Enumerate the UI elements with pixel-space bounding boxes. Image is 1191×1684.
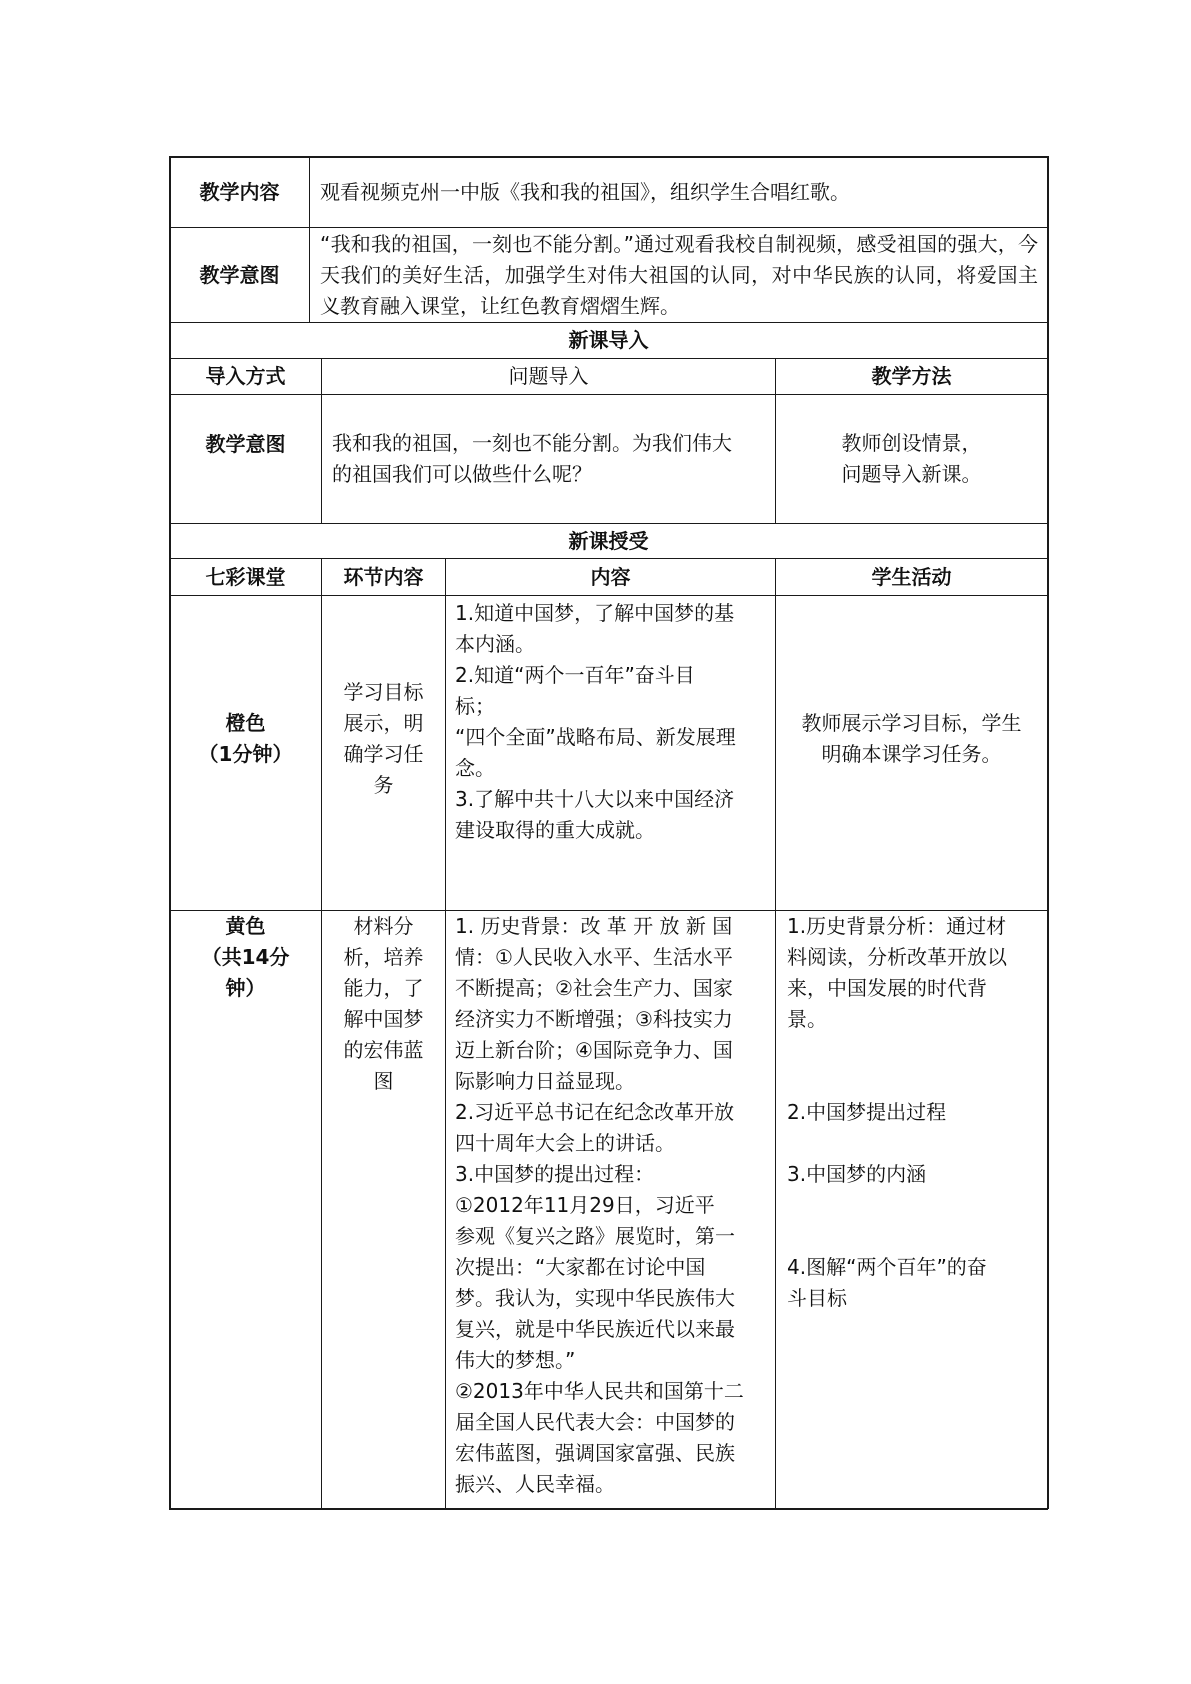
row-orange-activity-cell: [776, 596, 1047, 882]
intro-teaching-method-label: 教学方法: [871, 364, 952, 388]
intro-intent-text: 我和我的祖国，一刻也不能分割。为我们伟大 的祖国我们可以做些什么呢？: [332, 431, 732, 486]
row-yellow-content: 1. 历史背景：改 革 开 放 新 国 情：①人民收入水平、生活水平 不断提高；②社会生产力、国家 经济实力不断增强；③科技实力 迈上新台阶；④国际竞争力、国 际影响力日益显现。 2.习近平总书记在纪念改革开放 四十周年大会上的讲话。 3.中国梦的提出过程： ①2012年11月29日，习近平 参观《复兴之路》展览时，第一 次提出：“大家都在讨论中国 梦。我认为，实现中华民族伟大 复兴，就是中华民族近代以来最 伟大的梦想。” ②2013年中华人民共和国第十二 届全国人民代表大会：中国梦的 宏伟蓝图，强调国家富强、民族 振兴、人民幸福。: [455, 914, 744, 1496]
row-orange-activity: 教师展示学习目标，学生 明确本课学习任务。: [801, 711, 1022, 766]
header-colorful-class: 七彩课堂: [205, 564, 286, 589]
row-orange-content: 1.知道中国梦，了解中国梦的基 本内涵。 2.知道“两个一百年”奋斗目 标； “四个全面”战略布局、新发展理 念。 3.了解中共十八大以来中国经济 建设取得的重大成就。: [455, 601, 736, 842]
content-text: 观看视频克州一中版《我和我的祖国》，组织学生合唱红歌。: [320, 179, 850, 204]
table-row: [170, 596, 321, 882]
row-orange-segment-cell: [322, 596, 445, 882]
intro-intent-label-text: 教学意图: [205, 431, 286, 456]
intro-section-title: 新课导入: [568, 328, 649, 352]
intro-teaching-method-cell: [776, 395, 1047, 523]
lesson-section-title: 新课授受: [568, 528, 649, 553]
header-segment-content: 环节内容: [343, 564, 424, 589]
row-yellow-segment-cell: [322, 911, 445, 1111]
intent-label: 教学意图: [199, 262, 280, 287]
intro-method-label: 导入方式: [205, 364, 286, 388]
row-yellow-content-cell: [455, 911, 773, 1507]
row-yellow-segment: 材料分 析，培养 能力，了 解中国梦 的宏伟蓝 图: [343, 914, 424, 1093]
row-orange-color: 橙色 （1分钟）: [198, 711, 293, 766]
header-content: 内容: [590, 564, 631, 589]
row-orange-segment: 学习目标 展示，明 确学习任 务: [343, 680, 424, 797]
row-yellow-activity: 1.历史背景分析：通过材 料阅读，分析改革开放以 来，中国发展的时代背 景。 2.中国梦提出过程 3.中国梦的内涵 4.图解“两个百年”的奋 斗目标: [787, 914, 1007, 1310]
header-student-activity: 学生活动: [871, 564, 952, 589]
row-yellow-color: 黄色 （共14分 钟）: [201, 914, 290, 1000]
row-orange-content-cell: [455, 598, 773, 898]
intro-method-value: 问题导入: [508, 364, 589, 388]
table-row: [170, 911, 321, 1011]
intro-intent-label: [170, 395, 321, 493]
intent-text: “我和我的祖国，一刻也不能分割。”通过观看我校自制视频，感受祖国的强大，今天我们的美好生活，加强学生对伟大祖国的认同，对中华民族的认同，将爱国主义教育融入课堂，让红色教育熠熠生辉。: [320, 231, 1038, 318]
intro-teaching-method-text: 教师创设情景， 问题导入新课。: [841, 431, 982, 486]
intro-intent-text-cell: [332, 395, 772, 523]
row-yellow-activity-cell: [787, 911, 1045, 1311]
content-label: 教学内容: [199, 179, 280, 204]
